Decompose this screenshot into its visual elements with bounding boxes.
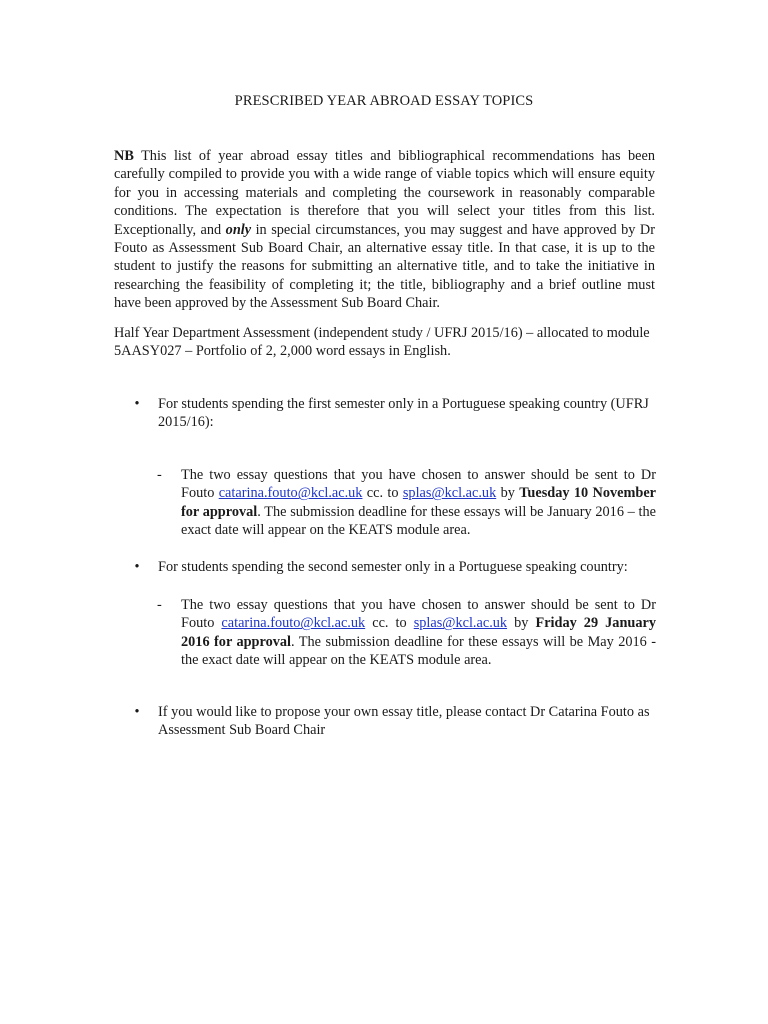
email-link-catarina[interactable]: catarina.fouto@kcl.ac.uk	[221, 615, 366, 632]
assessment-paragraph: Half Year Department Assessment (independent study / UFRJ 2015/16) – allocated to module 5AASY027 – Portfolio of 2, 2,000 word essays in English.	[114, 325, 650, 360]
email-link-splas[interactable]: splas@kcl.ac.uk	[413, 615, 508, 632]
detail-cc: cc. to	[362, 485, 403, 502]
bullet-marker: •	[134, 559, 140, 575]
dash-marker: -	[157, 597, 162, 613]
email-link-catarina[interactable]: catarina.fouto@kcl.ac.uk	[218, 485, 363, 502]
bullet-marker: •	[134, 396, 140, 412]
detail-deadline: Friday 29 January 2016 for approval	[181, 615, 656, 650]
bullet-marker: •	[134, 704, 140, 720]
detail-by: by	[507, 615, 536, 632]
email-link-splas[interactable]: splas@kcl.ac.uk	[402, 485, 497, 502]
detail-pre: The two essay questions that you have chosen to answer should be sent to Dr Fouto	[181, 597, 656, 632]
intro-only-word: only	[225, 221, 252, 238]
nb-label: NB	[114, 148, 134, 164]
detail-deadline: Tuesday 10 November for approval	[181, 485, 657, 520]
bullet-text: For students spending the first semester only in a Portuguese speaking country (UFRJ 2015/16):	[158, 396, 649, 431]
detail-cc: cc. to	[365, 615, 414, 632]
intro-text-2: in special circumstances, you may suggest and have approved by Dr Fouto as Assessment Sub Board Chair, an alternative essay title. In that case, it is up to the student to justify the reasons for submitting an alternative title, and to take the initiative in researching the feasibility of completing it; the title, bibliography and a brief outline must have been approved by the Assessment Sub Board Chair.	[114, 221, 655, 312]
intro-paragraph	[114, 147, 655, 313]
dash-marker: -	[157, 467, 162, 483]
dash-text	[181, 466, 656, 540]
bullet-text: If you would like to propose your own essay title, please contact Dr Catarina Fouto as Assessment Sub Board Chair	[158, 704, 650, 739]
bullet-text: For students spending the second semester only in a Portuguese speaking country:	[158, 559, 628, 575]
intro-text-1: This list of year abroad essay titles and bibliographical recommendations has been carefully compiled to provide you with a wide range of viable topics which will ensure equity for you in accessing materials and completing the coursework in reasonably comparable conditions. The expectation is therefore that you will select your titles from this list. Exceptionally, and	[114, 148, 655, 238]
detail-post: . The submission deadline for these essays will be January 2016 – the exact date will appear on the KEATS module area.	[181, 503, 656, 539]
detail-by: by	[496, 485, 520, 502]
detail-post: . The submission deadline for these essays will be May 2016 - the exact date will appear on the KEATS module area.	[181, 633, 657, 669]
detail-pre: The two essay questions that you have chosen to answer should be sent to Dr Fouto	[181, 467, 656, 502]
dash-text	[181, 596, 656, 670]
page-title: PRESCRIBED YEAR ABROAD ESSAY TOPICS	[234, 93, 534, 109]
